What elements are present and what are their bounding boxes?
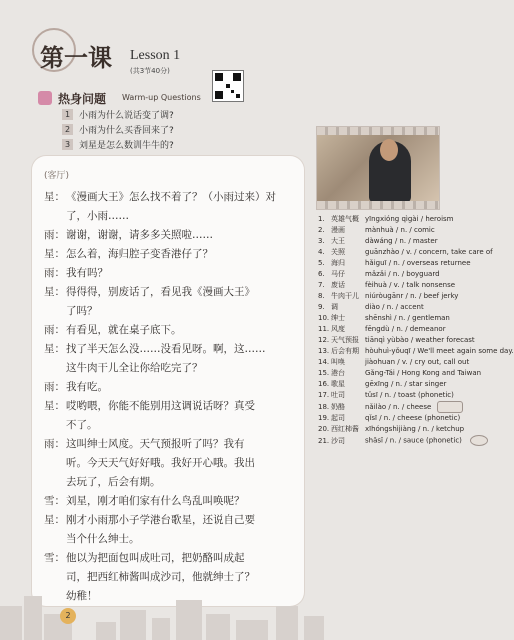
speaker: 雨：	[44, 381, 65, 393]
question-text: 刘星是怎么数训牛牛的?	[79, 141, 174, 151]
vocab-word: 西红柿酱	[331, 425, 359, 433]
vocab-item	[318, 346, 514, 357]
dialogue-text: 刘星，刚才咱们家有什么鸟乱叫唤呢？	[66, 495, 245, 507]
character-photo	[316, 126, 440, 210]
vocab-entry: shāsī / n. / sauce (phonetic)	[365, 436, 462, 445]
filmstrip-bottom	[317, 201, 439, 209]
vocab-entry: fēngdù / n. / demeanor	[365, 325, 446, 333]
dialogue-text: 谢谢，谢谢，请多多关照啦……	[66, 229, 213, 241]
dialogue-line	[44, 454, 296, 473]
question-text: 小雨为什么买香回来了?	[79, 126, 174, 136]
dialogue-text: 去玩了，后会有期。	[66, 476, 161, 488]
dialogue-line	[44, 245, 296, 264]
dialogue-line	[44, 397, 296, 416]
vocab-number: 1.	[318, 215, 325, 223]
dialogue-lines	[44, 188, 296, 606]
vocab-entry: xīhóngshìjiàng / n. / ketchup	[365, 425, 465, 433]
vocab-number: 7.	[318, 281, 325, 289]
vocab-word: 绅士	[331, 314, 345, 322]
dialogue-text: 这叫绅士风度。天气预报听了吗？我有	[66, 438, 245, 450]
dialogue-text: 找了半天怎么没……没看见呀。啊，这……	[66, 343, 266, 355]
vocab-item	[318, 335, 475, 346]
sauce-icon	[470, 435, 488, 446]
vocab-number: 12.	[318, 336, 330, 344]
vocab-item	[318, 424, 468, 435]
speaker: 雪：	[44, 552, 65, 564]
lesson-title-cn: 第一课	[40, 43, 112, 72]
vocab-word: 关照	[331, 248, 345, 256]
vocab-number: 15.	[318, 369, 330, 377]
vocab-item	[318, 413, 468, 424]
dialogue-text: 刚才小雨那小子学港台歌星，还说自己要	[66, 514, 255, 526]
dialogue-text: 哎哟喂，你能不能别用这调说话呀？真受	[66, 400, 255, 412]
dialogue-text: 这牛肉干儿全让你给吃完了？	[66, 362, 203, 374]
vocab-item	[318, 258, 471, 269]
vocab-number: 20.	[318, 425, 330, 433]
speaker: 星：	[44, 343, 65, 355]
vocab-item	[318, 236, 468, 247]
vocab-number: 19.	[318, 414, 330, 422]
speaker: 雨：	[44, 267, 65, 279]
vocab-entry: mànhuà / n. / comic	[365, 226, 435, 234]
dialogue-line	[44, 359, 296, 378]
dialogue-line	[44, 435, 296, 454]
vocab-number: 4.	[318, 248, 325, 256]
dialogue-text: 我有吗？	[66, 267, 108, 279]
vocab-number: 21.	[318, 436, 330, 445]
vocab-entry: mǎzǎi / n. / boyguard	[365, 270, 440, 278]
vocab-word: 漫画	[331, 226, 345, 234]
vocab-word: 吐司	[331, 391, 345, 399]
vocab-entry: tiānqì yùbào / weather forecast	[365, 336, 475, 344]
question-text: 小雨为什么说话变了调?	[79, 111, 174, 121]
dialogue-text: 他以为把面包叫成吐司，把奶酪叫成起	[66, 552, 245, 564]
vocab-item	[318, 247, 493, 258]
vocab-word: 大王	[331, 237, 345, 245]
dialogue-text: 不了。	[66, 419, 98, 431]
vocab-entry: hòuhuì-yǒuqī / We'll meet again some day.	[365, 347, 514, 355]
vocab-item	[318, 379, 468, 390]
vocab-word: 调	[331, 303, 338, 311]
vocab-word: 港台	[331, 369, 345, 377]
vocab-item	[318, 302, 468, 313]
speaker: 星：	[44, 286, 65, 298]
question-item	[62, 108, 174, 121]
dialogue-box	[32, 156, 304, 606]
dialogue-line	[44, 378, 296, 397]
scene-label: (客厅)	[44, 171, 70, 181]
dialogue-line	[44, 188, 296, 207]
dialogue-text: 有看见，就在桌子底下。	[66, 324, 182, 336]
vocab-number: 13.	[318, 347, 330, 355]
vocab-word: 风度	[331, 325, 345, 333]
vocab-word: 海归	[331, 259, 345, 267]
vocab-item	[318, 390, 468, 401]
dialogue-text: 当个什么绅士。	[66, 533, 140, 545]
vocab-item	[318, 357, 468, 368]
vocab-number: 14.	[318, 358, 330, 366]
dialogue-line	[44, 340, 296, 359]
vocab-item	[318, 291, 468, 302]
vocab-entry: fèihuà / v. / talk nonsense	[365, 281, 456, 289]
vocab-entry: qǐsī / n. / cheese (phonetic)	[365, 414, 461, 422]
vocab-word: 叫唤	[331, 358, 345, 366]
vocab-entry: dàwáng / n. / master	[365, 237, 438, 245]
toast-icon	[437, 401, 463, 413]
vocab-item	[318, 401, 468, 413]
vocab-entry: Gǎng-Tái / Hong Kong and Taiwan	[365, 369, 482, 377]
vocab-word: 牛肉干儿	[331, 292, 359, 300]
warmup-title-en: Warm-up Questions	[122, 93, 201, 102]
filmstrip-top	[317, 127, 439, 135]
vocab-item	[318, 214, 468, 225]
speaker: 雪：	[44, 495, 65, 507]
dialogue-line	[44, 511, 296, 530]
dialogue-line	[44, 568, 296, 587]
dialogue-line	[44, 321, 296, 340]
vocab-item	[318, 225, 468, 236]
dialogue-text: 幼稚！	[66, 590, 98, 602]
vocab-word: 歌星	[331, 380, 345, 388]
warmup-section	[38, 90, 258, 106]
warmup-icon	[38, 91, 52, 105]
vocab-word: 马仔	[331, 270, 345, 278]
speaker: 星：	[44, 248, 65, 260]
vocab-entry: shēnshì / n. / gentleman	[365, 314, 450, 322]
vocab-word: 天气预报	[331, 336, 359, 344]
question-number: 2	[62, 124, 73, 135]
vocab-word: 奶酪	[331, 403, 345, 411]
vocab-item	[318, 313, 468, 324]
vocab-entry: guānzhào / v. / concern, take care of	[365, 248, 493, 256]
vocab-word: 沙司	[331, 436, 345, 445]
vocab-entry: jiàohuan / v. / cry out, call out	[365, 358, 470, 366]
vocab-number: 18.	[318, 403, 330, 411]
vocab-number: 10.	[318, 314, 330, 322]
warmup-question-list	[62, 108, 174, 153]
speaker: 雨：	[44, 229, 65, 241]
vocab-word: 废话	[331, 281, 345, 289]
dialogue-line	[44, 302, 296, 321]
vocab-number: 8.	[318, 292, 325, 300]
vocab-number: 5.	[318, 259, 325, 267]
question-number: 3	[62, 139, 73, 150]
vocab-item	[318, 324, 468, 335]
dialogue-line	[44, 549, 296, 568]
dialogue-text: 得得得，别废话了，看见我《漫画大王》	[66, 286, 255, 298]
vocab-number: 2.	[318, 226, 325, 234]
dialogue-line	[44, 530, 296, 549]
vocab-entry: niúròugānr / n. / beef jerky	[365, 292, 459, 300]
dialogue-line	[44, 416, 296, 435]
speaker: 星：	[44, 514, 65, 526]
dialogue-text: 了，小雨……	[66, 210, 129, 222]
vocab-number: 11.	[318, 325, 330, 333]
speaker: 星：	[44, 191, 65, 203]
vocab-number: 9.	[318, 303, 325, 311]
question-item	[62, 138, 174, 151]
vocab-entry: tǔsī / n. / toast (phonetic)	[365, 391, 454, 399]
speaker: 星：	[44, 400, 65, 412]
vocab-entry: gēxīng / n. / star singer	[365, 380, 447, 388]
vocab-number: 16.	[318, 380, 330, 388]
speaker: 雨：	[44, 324, 65, 336]
lesson-period: (共3节40分)	[130, 67, 170, 75]
person-face	[380, 139, 398, 161]
vocabulary-list	[318, 214, 514, 447]
warmup-title-cn: 热身问题	[58, 92, 107, 106]
dialogue-line	[44, 492, 296, 511]
lesson-header	[26, 24, 226, 84]
vocab-number: 3.	[318, 237, 325, 245]
lesson-title-en: Lesson 1	[130, 48, 181, 63]
dialogue-line	[44, 207, 296, 226]
vocab-entry: diào / n. / accent	[365, 303, 424, 311]
question-item	[62, 123, 174, 136]
vocab-word: 起司	[331, 414, 345, 422]
page-number: 2	[60, 608, 76, 624]
dialogue-line	[44, 473, 296, 492]
dialogue-text: 《漫画大王》怎么找不着了？（小雨过来）对	[66, 191, 276, 203]
vocab-word: 英雄气概	[331, 215, 359, 223]
dialogue-line	[44, 226, 296, 245]
vocab-number: 17.	[318, 391, 330, 399]
dialogue-text: 了吗？	[66, 305, 98, 317]
dialogue-text: 司，把西红柿酱叫成沙司，他就绅士了？	[66, 571, 255, 583]
dialogue-line	[44, 264, 296, 283]
dialogue-text: 我有吃。	[66, 381, 108, 393]
vocab-item	[318, 280, 468, 291]
speaker: 雨：	[44, 438, 65, 450]
dialogue-line	[44, 283, 296, 302]
vocab-item	[318, 435, 468, 447]
vocab-item	[318, 269, 468, 280]
vocab-number: 6.	[318, 270, 325, 278]
vocab-word: 后会有期	[331, 347, 359, 355]
dialogue-text: 怎么着，海归腔子变香港仔了？	[66, 248, 213, 260]
vocab-entry: yīngxióng qìgài / heroism	[365, 215, 454, 223]
vocab-entry: nǎilào / n. / cheese	[365, 403, 432, 411]
vocab-entry: hǎiguī / n. / overseas returnee	[365, 259, 471, 267]
vocab-item	[318, 368, 482, 379]
dialogue-text: 听。今天天气好好哦。我好开心哦。我出	[66, 457, 255, 469]
question-number: 1	[62, 109, 73, 120]
